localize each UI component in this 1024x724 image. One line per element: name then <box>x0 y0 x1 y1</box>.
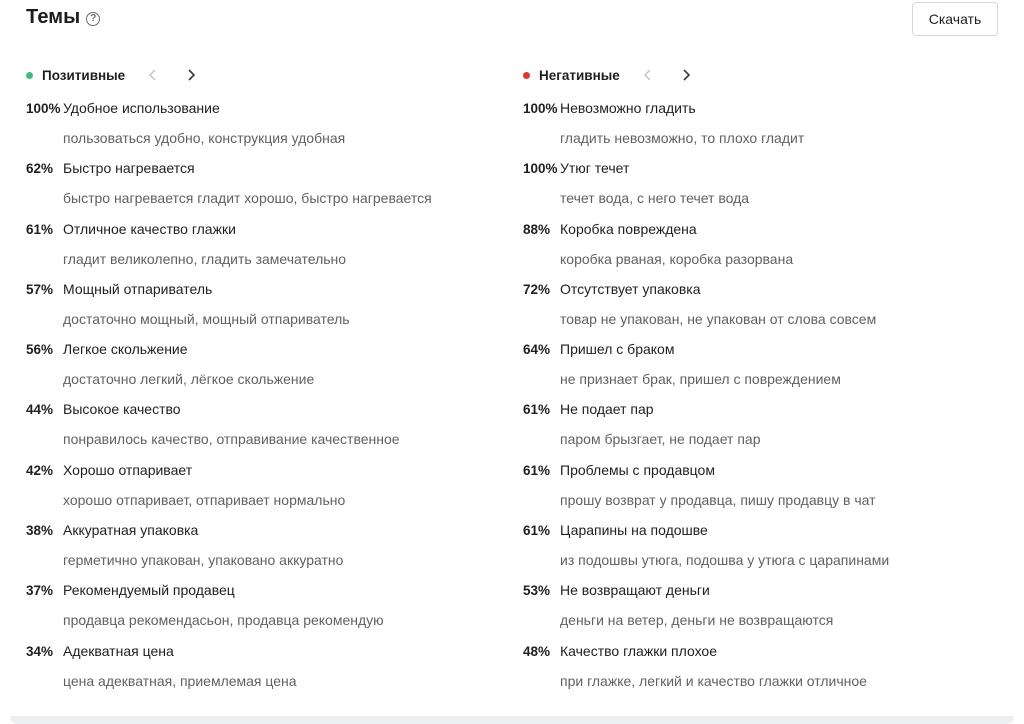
negative-dot-icon <box>523 72 530 79</box>
topic-name: Быстро нагревается <box>63 160 195 177</box>
topic-examples: достаточно мощный, мощный отпариватель <box>63 310 350 327</box>
topic-row <box>523 281 1003 301</box>
topic-percent: 42% <box>26 462 54 478</box>
list-item[interactable] <box>523 160 1003 220</box>
topic-examples: герметично упакован, упаковано аккуратно <box>63 552 344 569</box>
topic-row <box>523 341 1003 361</box>
chevron-right-icon[interactable] <box>678 67 694 83</box>
topic-row <box>26 522 496 542</box>
topic-examples: понравилось качество, отправивание качественное <box>63 431 400 448</box>
topic-name: Не возвращают деньги <box>560 582 710 599</box>
list-item[interactable] <box>26 281 496 341</box>
topic-name: Хорошо отпаривает <box>63 461 193 478</box>
list-item[interactable] <box>26 160 496 220</box>
topic-name: Коробка повреждена <box>560 220 697 237</box>
topic-row <box>26 100 496 120</box>
topic-row <box>26 401 496 421</box>
topic-name: Качество глажки плохое <box>560 642 717 659</box>
topic-percent: 56% <box>26 342 54 358</box>
topic-percent: 61% <box>523 462 551 478</box>
list-item[interactable] <box>26 522 496 582</box>
topic-row <box>523 100 1003 120</box>
topic-percent: 72% <box>523 281 551 297</box>
list-item[interactable] <box>523 582 1003 642</box>
list-item[interactable] <box>26 582 496 642</box>
topic-row <box>523 582 1003 602</box>
list-item[interactable] <box>523 462 1003 522</box>
topic-examples: из подошвы утюга, подошва у утюга с царапинами <box>560 552 890 569</box>
header <box>26 6 100 29</box>
topic-examples: коробка рваная, коробка разорвана <box>560 250 794 267</box>
topic-percent: 62% <box>26 161 54 177</box>
topic-name: Аккуратная упаковка <box>63 522 199 539</box>
list-item[interactable] <box>523 341 1003 401</box>
topic-row <box>523 160 1003 180</box>
topic-examples: при глажке, легкий и качество глажки отличное <box>560 672 867 689</box>
chevron-right-icon[interactable] <box>183 67 199 83</box>
list-item[interactable] <box>523 281 1003 341</box>
topic-examples: хорошо отпаривает, отпаривает нормально <box>63 491 346 508</box>
topic-name: Царапины на подошве <box>560 522 708 539</box>
topic-percent: 53% <box>523 583 551 599</box>
list-item[interactable] <box>523 522 1003 582</box>
topic-row <box>26 221 496 241</box>
topic-percent: 100% <box>26 101 61 116</box>
topic-percent: 61% <box>523 523 551 539</box>
topic-row <box>26 582 496 602</box>
list-item[interactable] <box>26 643 496 703</box>
card-bottom-edge <box>10 716 1014 724</box>
list-item[interactable] <box>26 462 496 522</box>
topic-name: Адекватная цена <box>63 642 174 659</box>
topic-percent: 88% <box>523 221 551 237</box>
topic-examples: цена адекватная, приемлемая цена <box>63 672 297 689</box>
topic-row <box>523 643 1003 663</box>
list-item[interactable] <box>26 100 496 160</box>
topic-name: Удобное использование <box>63 100 220 116</box>
topic-examples: товар не упакован, не упакован от слова совсем <box>560 310 877 327</box>
topic-examples: продавца рекомендасьон, продавца рекомендую <box>63 612 384 629</box>
question-circle-icon[interactable]: ? <box>86 12 100 26</box>
positive-dot-icon <box>26 72 33 79</box>
topic-name: Рекомендуемый продавец <box>63 582 235 599</box>
topic-row <box>523 221 1003 241</box>
list-item[interactable] <box>26 401 496 461</box>
topic-examples: гладить невозможно, то плохо гладит <box>560 130 805 146</box>
topic-percent: 64% <box>523 342 551 358</box>
topic-name: Невозможно гладить <box>560 100 696 116</box>
chevron-left-icon[interactable] <box>640 67 656 83</box>
topic-row <box>26 462 496 482</box>
topic-name: Пришел с браком <box>560 341 675 358</box>
topic-row <box>523 401 1003 421</box>
topic-examples: не признает брак, пришел с повреждением <box>560 371 841 388</box>
topic-percent: 38% <box>26 523 54 539</box>
topic-row <box>523 462 1003 482</box>
topic-row <box>523 522 1003 542</box>
positive-column <box>26 66 496 703</box>
list-item[interactable] <box>523 100 1003 160</box>
topic-name: Легкое скольжение <box>63 341 188 358</box>
negative-list <box>523 100 1003 703</box>
download-button[interactable]: Скачать <box>912 2 998 36</box>
list-item[interactable] <box>523 643 1003 703</box>
topic-name: Высокое качество <box>63 401 181 418</box>
list-item[interactable] <box>26 341 496 401</box>
topic-percent: 61% <box>26 221 54 237</box>
topic-percent: 44% <box>26 402 54 418</box>
topic-name: Не подает пар <box>560 401 654 418</box>
negative-label: Негативные <box>539 67 620 83</box>
topic-row <box>26 160 496 180</box>
topic-examples: паром брызгает, не подает пар <box>560 431 761 448</box>
negative-header <box>523 66 1003 84</box>
topic-name: Утюг течет <box>560 160 630 177</box>
topic-row <box>26 643 496 663</box>
topic-examples: гладит великолепно, гладить замечательно <box>63 250 347 267</box>
topic-percent: 34% <box>26 643 54 659</box>
topic-percent: 100% <box>523 101 558 116</box>
topic-percent: 37% <box>26 583 54 599</box>
topic-percent: 57% <box>26 281 54 297</box>
positive-label: Позитивные <box>42 67 126 83</box>
topic-name: Отсутствует упаковка <box>560 280 701 297</box>
topic-examples: быстро нагревается гладит хорошо, быстро нагревается <box>63 190 432 207</box>
topic-name: Отличное качество глажки <box>63 220 236 237</box>
page-title: Темы <box>26 6 81 28</box>
topic-percent: 61% <box>523 402 551 418</box>
negative-column <box>523 66 1003 703</box>
topic-name: Мощный отпариватель <box>63 280 213 297</box>
topic-examples: прошу возврат у продавца, пишу продавцу в чат <box>560 491 876 508</box>
topic-percent: 100% <box>523 161 558 177</box>
topic-name: Проблемы с продавцом <box>560 461 715 478</box>
topic-examples: достаточно легкий, лёгкое скольжение <box>63 371 315 388</box>
list-item[interactable] <box>26 221 496 281</box>
topic-examples: пользоваться удобно, конструкция удобная <box>63 130 346 146</box>
topic-row <box>26 341 496 361</box>
list-item[interactable] <box>523 221 1003 281</box>
positive-list <box>26 100 496 703</box>
topic-percent: 48% <box>523 643 551 659</box>
topic-examples: деньги на ветер, деньги не возвращаются <box>560 612 834 629</box>
positive-header <box>26 66 496 84</box>
topic-examples: течет вода, с него течет вода <box>560 190 750 207</box>
chevron-left-icon[interactable] <box>145 67 161 83</box>
topic-row <box>26 281 496 301</box>
list-item[interactable] <box>523 401 1003 461</box>
